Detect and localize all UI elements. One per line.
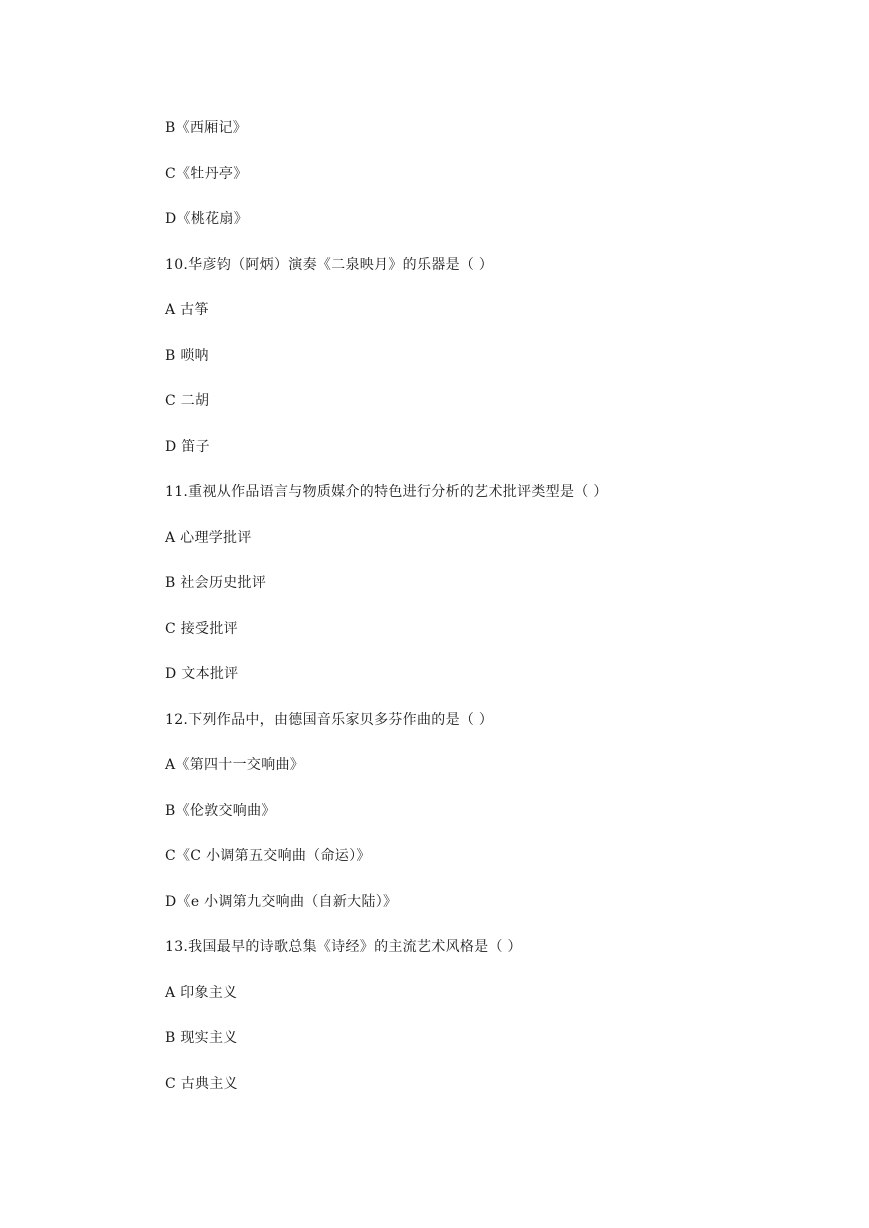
option-line: C《C 小调第五交响曲（命运）》 (165, 848, 371, 864)
option-line: D 笛子 (165, 438, 210, 455)
option-line: D 文本批评 (165, 666, 239, 682)
question-line: 13.我国最早的诗歌总集《诗经》的主流艺术风格是（ ） (165, 939, 522, 955)
option-line: B《西厢记》 (165, 120, 248, 136)
option-line: C《牡丹亭》 (165, 165, 248, 182)
option-line: A《第四十一交响曲》 (165, 757, 305, 773)
option-line: B 唢呐 (165, 347, 209, 364)
option-line: C 二胡 (165, 393, 210, 409)
option-line: A 心理学批评 (165, 529, 252, 546)
option-line: B《伦敦交响曲》 (165, 802, 276, 819)
option-line: A 印象主义 (165, 984, 238, 1001)
question-line: 10.华彦钧（阿炳）演奏《二泉映月》的乐器是（ ） (165, 256, 494, 273)
question-list (165, 118, 825, 1119)
option-line: C 接受批评 (165, 620, 238, 637)
option-line: D《桃花扇》 (165, 211, 249, 227)
option-line: D《e 小调第九交响曲（自新大陆）》 (165, 893, 398, 910)
question-line: 11.重视从作品语言与物质媒介的特色进行分析的艺术批评类型是（ ） (165, 484, 608, 500)
option-line: C 古典主义 (165, 1075, 238, 1092)
question-line: 12.下列作品中，由德国音乐家贝多芬作曲的是（ ） (165, 711, 494, 728)
option-line: B 现实主义 (165, 1030, 238, 1046)
option-line: A 古筝 (165, 302, 209, 318)
option-line: B 社会历史批评 (165, 575, 267, 591)
